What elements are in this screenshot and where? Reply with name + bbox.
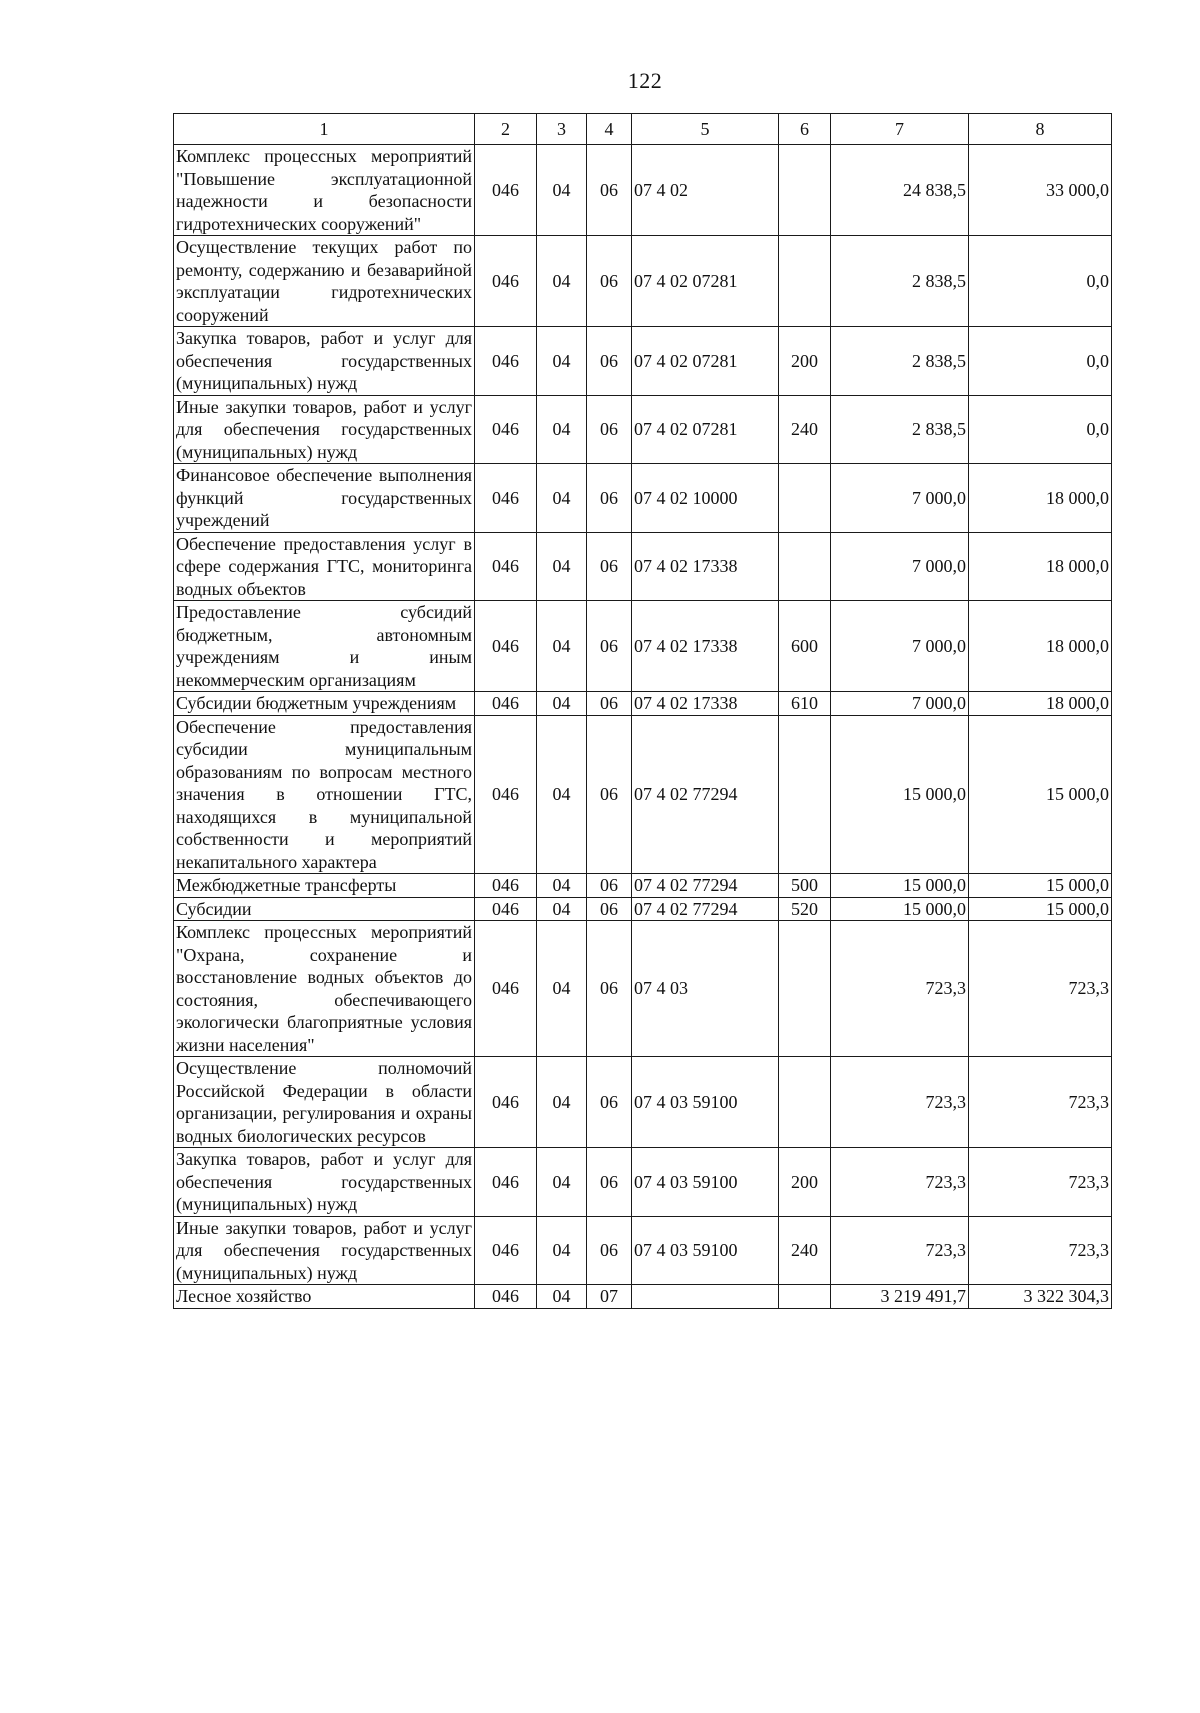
amount-year1-cell: 15 000,0 — [831, 897, 969, 921]
table-row — [174, 1285, 1112, 1309]
admin-code-cell: 046 — [475, 715, 537, 874]
admin-code-cell: 046 — [475, 1285, 537, 1309]
row-name-cell: Иные закупки товаров, работ и услуг для обеспечения государственных (муниципальных) нужд — [174, 395, 475, 464]
subsection-cell: 07 — [587, 1285, 632, 1309]
subsection-cell: 06 — [587, 1148, 632, 1217]
row-name-cell: Межбюджетные трансферты — [174, 874, 475, 898]
subsection-cell: 06 — [587, 601, 632, 692]
target-article-cell: 07 4 03 — [632, 921, 779, 1057]
column-header: 8 — [969, 114, 1112, 145]
amount-year1-cell: 2 838,5 — [831, 327, 969, 396]
row-name-cell: Лесное хозяйство — [174, 1285, 475, 1309]
section-cell: 04 — [537, 897, 587, 921]
amount-year2-cell: 723,3 — [969, 1148, 1112, 1217]
target-article-cell: 07 4 02 07281 — [632, 395, 779, 464]
admin-code-cell: 046 — [475, 236, 537, 327]
target-article-cell: 07 4 02 10000 — [632, 464, 779, 533]
table-row — [174, 1057, 1112, 1148]
expense-type-cell — [779, 1057, 831, 1148]
amount-year2-cell: 18 000,0 — [969, 692, 1112, 716]
admin-code-cell: 046 — [475, 1057, 537, 1148]
target-article-cell: 07 4 02 17338 — [632, 532, 779, 601]
expense-type-cell: 200 — [779, 327, 831, 396]
admin-code-cell: 046 — [475, 897, 537, 921]
expense-type-cell: 240 — [779, 395, 831, 464]
amount-year2-cell: 18 000,0 — [969, 464, 1112, 533]
subsection-cell: 06 — [587, 327, 632, 396]
target-article-cell: 07 4 03 59100 — [632, 1057, 779, 1148]
expense-type-cell: 500 — [779, 874, 831, 898]
amount-year1-cell: 723,3 — [831, 1216, 969, 1285]
admin-code-cell: 046 — [475, 692, 537, 716]
amount-year2-cell: 15 000,0 — [969, 874, 1112, 898]
amount-year2-cell: 18 000,0 — [969, 532, 1112, 601]
expense-type-cell: 600 — [779, 601, 831, 692]
subsection-cell: 06 — [587, 395, 632, 464]
target-article-cell: 07 4 03 59100 — [632, 1216, 779, 1285]
section-cell: 04 — [537, 145, 587, 236]
target-article-cell: 07 4 02 77294 — [632, 715, 779, 874]
page-number: 122 — [627, 68, 663, 93]
admin-code-cell: 046 — [475, 145, 537, 236]
amount-year1-cell: 2 838,5 — [831, 395, 969, 464]
amount-year2-cell: 33 000,0 — [969, 145, 1112, 236]
section-cell: 04 — [537, 395, 587, 464]
row-name-cell: Закупка товаров, работ и услуг для обеспечения государственных (муниципальных) нужд — [174, 327, 475, 396]
table-row — [174, 395, 1112, 464]
subsection-cell: 06 — [587, 464, 632, 533]
amount-year2-cell: 18 000,0 — [969, 601, 1112, 692]
subsection-cell: 06 — [587, 1057, 632, 1148]
subsection-cell: 06 — [587, 532, 632, 601]
amount-year2-cell: 723,3 — [969, 1216, 1112, 1285]
admin-code-cell: 046 — [475, 601, 537, 692]
table-row — [174, 692, 1112, 716]
amount-year1-cell: 3 219 491,7 — [831, 1285, 969, 1309]
row-name-cell: Иные закупки товаров, работ и услуг для обеспечения государственных (муниципальных) нужд — [174, 1216, 475, 1285]
expense-type-cell: 200 — [779, 1148, 831, 1217]
table-row — [174, 1148, 1112, 1217]
column-header: 1 — [174, 114, 475, 145]
subsection-cell: 06 — [587, 1216, 632, 1285]
budget-table — [173, 113, 1112, 1309]
amount-year2-cell: 15 000,0 — [969, 897, 1112, 921]
row-name-cell: Обеспечение предоставления услуг в сфере содержания ГТС, мониторинга водных объектов — [174, 532, 475, 601]
row-name-cell: Предоставление субсидий бюджетным, автономным учреждениям и иным некоммерческим организациям — [174, 601, 475, 692]
amount-year2-cell: 723,3 — [969, 921, 1112, 1057]
amount-year1-cell: 723,3 — [831, 921, 969, 1057]
amount-year2-cell: 0,0 — [969, 327, 1112, 396]
subsection-cell: 06 — [587, 874, 632, 898]
expense-type-cell: 610 — [779, 692, 831, 716]
amount-year1-cell: 7 000,0 — [831, 464, 969, 533]
column-header: 4 — [587, 114, 632, 145]
expense-type-cell — [779, 1285, 831, 1309]
row-name-cell: Осуществление текущих работ по ремонту, содержанию и безаварийной эксплуатации гидротехнических сооружений — [174, 236, 475, 327]
amount-year1-cell: 15 000,0 — [831, 715, 969, 874]
column-header: 3 — [537, 114, 587, 145]
amount-year1-cell: 7 000,0 — [831, 532, 969, 601]
section-cell: 04 — [537, 874, 587, 898]
target-article-cell: 07 4 02 07281 — [632, 236, 779, 327]
row-name-cell: Финансовое обеспечение выполнения функций государственных учреждений — [174, 464, 475, 533]
section-cell: 04 — [537, 236, 587, 327]
table-row — [174, 327, 1112, 396]
section-cell: 04 — [537, 715, 587, 874]
section-cell: 04 — [537, 532, 587, 601]
expense-type-cell — [779, 921, 831, 1057]
row-name-cell: Комплекс процессных мероприятий "Охрана, сохранение и восстановление водных объектов до состояния, обеспечивающего экологически благоприятные условия жизни населения" — [174, 921, 475, 1057]
table-row — [174, 874, 1112, 898]
column-header: 5 — [632, 114, 779, 145]
target-article-cell: 07 4 02 — [632, 145, 779, 236]
table-row — [174, 464, 1112, 533]
amount-year1-cell: 723,3 — [831, 1057, 969, 1148]
admin-code-cell: 046 — [475, 874, 537, 898]
amount-year2-cell: 723,3 — [969, 1057, 1112, 1148]
admin-code-cell: 046 — [475, 464, 537, 533]
amount-year2-cell: 3 322 304,3 — [969, 1285, 1112, 1309]
section-cell: 04 — [537, 1216, 587, 1285]
amount-year1-cell: 24 838,5 — [831, 145, 969, 236]
target-article-cell: 07 4 02 77294 — [632, 874, 779, 898]
expense-type-cell — [779, 715, 831, 874]
subsection-cell: 06 — [587, 921, 632, 1057]
row-name-cell: Осуществление полномочий Российской Федерации в области организации, регулирования и охраны водных биологических ресурсов — [174, 1057, 475, 1148]
section-cell: 04 — [537, 601, 587, 692]
row-name-cell: Комплекс процессных мероприятий "Повышение эксплуатационной надежности и безопасности гидротехнических сооружений" — [174, 145, 475, 236]
table-row — [174, 145, 1112, 236]
subsection-cell: 06 — [587, 236, 632, 327]
amount-year2-cell: 0,0 — [969, 395, 1112, 464]
section-cell: 04 — [537, 1057, 587, 1148]
row-name-cell: Обеспечение предоставления субсидии муниципальным образованиям по вопросам местного значения в отношении ГТС, находящихся в муниципальной собственности и мероприятий некапитального характера — [174, 715, 475, 874]
admin-code-cell: 046 — [475, 921, 537, 1057]
amount-year1-cell: 7 000,0 — [831, 601, 969, 692]
row-name-cell: Закупка товаров, работ и услуг для обеспечения государственных (муниципальных) нужд — [174, 1148, 475, 1217]
target-article-cell — [632, 1285, 779, 1309]
admin-code-cell: 046 — [475, 395, 537, 464]
subsection-cell: 06 — [587, 692, 632, 716]
amount-year1-cell: 723,3 — [831, 1148, 969, 1217]
row-name-cell: Субсидии бюджетным учреждениям — [174, 692, 475, 716]
amount-year1-cell: 15 000,0 — [831, 874, 969, 898]
subsection-cell: 06 — [587, 715, 632, 874]
table-body — [174, 145, 1112, 1309]
admin-code-cell: 046 — [475, 532, 537, 601]
table-row — [174, 1216, 1112, 1285]
table-row — [174, 532, 1112, 601]
section-cell: 04 — [537, 464, 587, 533]
expense-type-cell: 240 — [779, 1216, 831, 1285]
section-cell: 04 — [537, 921, 587, 1057]
section-cell: 04 — [537, 692, 587, 716]
table-row — [174, 715, 1112, 874]
section-cell: 04 — [537, 1285, 587, 1309]
amount-year1-cell: 7 000,0 — [831, 692, 969, 716]
column-header: 6 — [779, 114, 831, 145]
amount-year2-cell: 15 000,0 — [969, 715, 1112, 874]
expense-type-cell — [779, 236, 831, 327]
admin-code-cell: 046 — [475, 1148, 537, 1217]
table-row — [174, 236, 1112, 327]
amount-year2-cell: 0,0 — [969, 236, 1112, 327]
row-name-cell: Субсидии — [174, 897, 475, 921]
subsection-cell: 06 — [587, 145, 632, 236]
admin-code-cell: 046 — [475, 1216, 537, 1285]
section-cell: 04 — [537, 1148, 587, 1217]
expense-type-cell: 520 — [779, 897, 831, 921]
expense-type-cell — [779, 464, 831, 533]
target-article-cell: 07 4 02 17338 — [632, 692, 779, 716]
table-row — [174, 601, 1112, 692]
subsection-cell: 06 — [587, 897, 632, 921]
target-article-cell: 07 4 03 59100 — [632, 1148, 779, 1217]
table-header-row — [174, 114, 1112, 145]
table-row — [174, 921, 1112, 1057]
admin-code-cell: 046 — [475, 327, 537, 396]
column-header: 2 — [475, 114, 537, 145]
amount-year1-cell: 2 838,5 — [831, 236, 969, 327]
table-row — [174, 897, 1112, 921]
column-header: 7 — [831, 114, 969, 145]
expense-type-cell — [779, 145, 831, 236]
target-article-cell: 07 4 02 17338 — [632, 601, 779, 692]
expense-type-cell — [779, 532, 831, 601]
target-article-cell: 07 4 02 07281 — [632, 327, 779, 396]
target-article-cell: 07 4 02 77294 — [632, 897, 779, 921]
section-cell: 04 — [537, 327, 587, 396]
